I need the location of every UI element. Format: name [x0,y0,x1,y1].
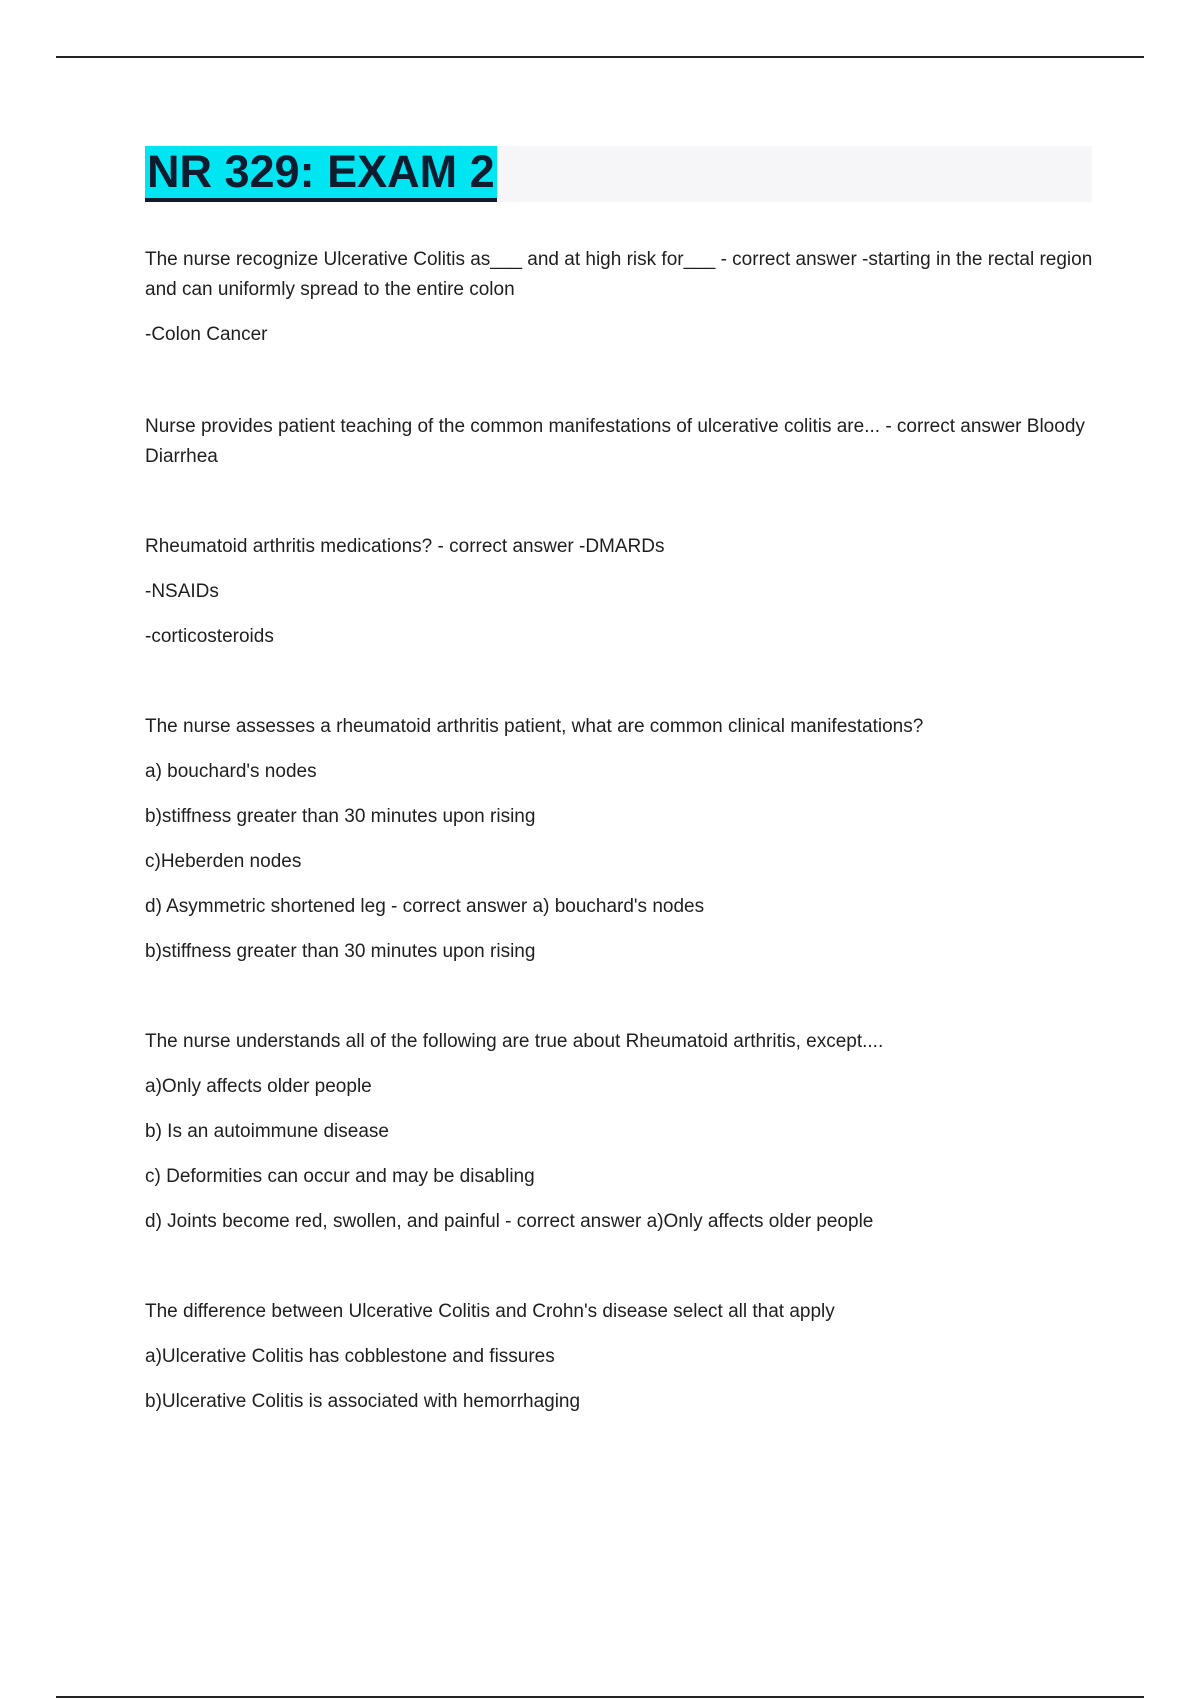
option-line: c) Deformities can occur and may be disabling [145,1166,535,1187]
document-title: NR 329: EXAM 2 [145,146,497,202]
option-line: a) bouchard's nodes [145,761,317,782]
option-line: b)Ulcerative Colitis is associated with hemorrhaging [145,1391,581,1412]
option-line: c)Heberden nodes [145,851,302,872]
option-line: d) Asymmetric shortened leg - correct answer a) bouchard's nodes [145,896,705,917]
option-line: d) Joints become red, swollen, and painful - correct answer a)Only affects older people [145,1211,874,1232]
question-text: The nurse recognize Ulcerative Colitis as___ and at high risk for___ - correct answer -starting in the rectal region and can uniformly spread to the entire colon [145,249,1093,300]
question-text: The nurse understands all of the following are true about Rheumatoid arthritis, except.... [145,1031,884,1052]
question-block [145,1297,1095,1417]
question-block [145,1027,1095,1237]
option-line: a)Only affects older people [145,1076,372,1097]
document-body [145,245,1095,1417]
question-block [145,245,1095,350]
option-line: a)Ulcerative Colitis has cobblestone and fissures [145,1346,555,1367]
question-block [145,532,1095,652]
question-block [145,412,1095,472]
question-text: Rheumatoid arthritis medications? - correct answer -DMARDs [145,536,665,557]
answer-line: b)stiffness greater than 30 minutes upon rising [145,941,536,962]
footer-rule [56,1696,1144,1698]
option-line: b) Is an autoimmune disease [145,1121,389,1142]
option-line: b)stiffness greater than 30 minutes upon rising [145,806,536,827]
question-block [145,712,1095,967]
answer-line: -corticosteroids [145,626,274,647]
question-text: The nurse assesses a rheumatoid arthritis patient, what are common clinical manifestations? [145,716,924,737]
answer-line: -Colon Cancer [145,324,268,345]
question-text: The difference between Ulcerative Colitis and Crohn's disease select all that apply [145,1301,835,1322]
header-rule [56,56,1144,58]
answer-line: -NSAIDs [145,581,219,602]
question-text: Nurse provides patient teaching of the common manifestations of ulcerative colitis are... - correct answer Bloody Diarrhea [145,416,1085,467]
